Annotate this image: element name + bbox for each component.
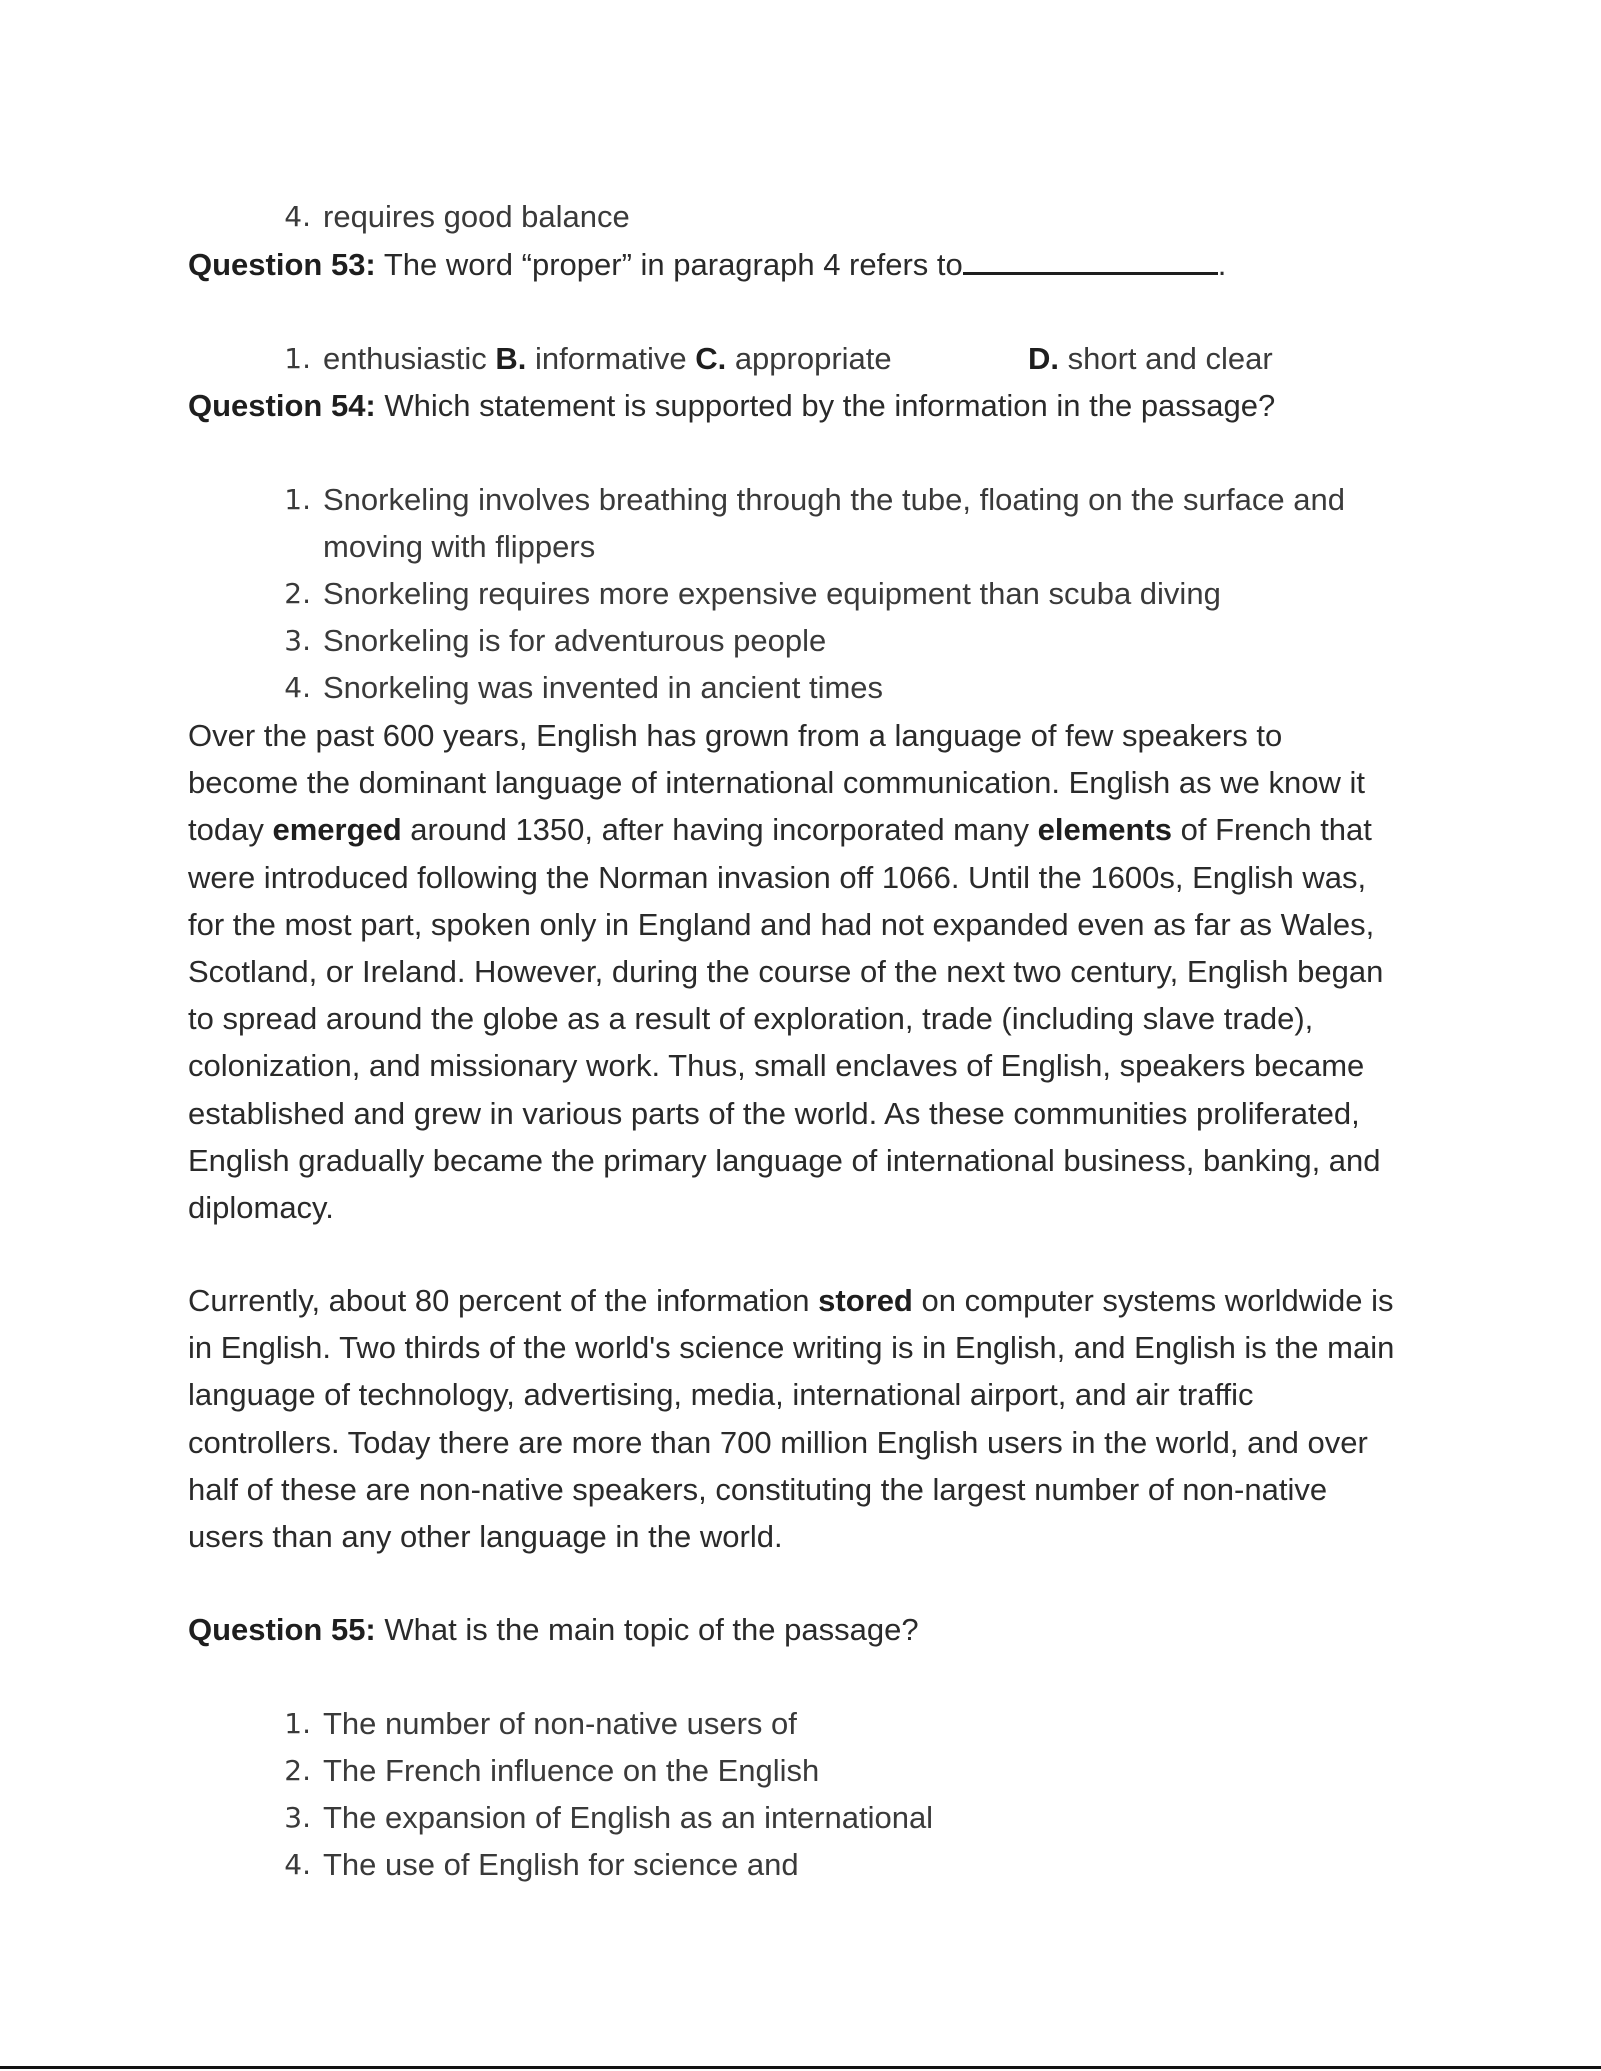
- passage-paragraph-1: [188, 712, 1448, 1231]
- option-c-text: appropriate: [726, 341, 892, 376]
- option-text: The French influence on the English: [323, 1753, 820, 1788]
- passage-line: English gradually became the primary language of international business, banking, and: [188, 1142, 1381, 1178]
- question-label: Question 53:: [188, 247, 376, 282]
- passage-line: diplomacy.: [188, 1190, 334, 1226]
- option-number: 1.: [284, 1707, 311, 1740]
- question-text: The word “proper” in paragraph 4 refers to: [375, 247, 963, 282]
- option-b-label: B.: [495, 341, 527, 376]
- option-number: 4.: [284, 200, 311, 233]
- option-text: Snorkeling was invented in ancient times: [323, 670, 884, 705]
- option-text: The number of non-native users of: [323, 1706, 797, 1741]
- question-53: [188, 241, 1226, 288]
- option-text: Snorkeling requires more expensive equipment than scuba diving: [323, 576, 1221, 611]
- option-number: 1.: [284, 483, 311, 516]
- passage-line: half of these are non-native speakers, constituting the largest number of non-native: [188, 1471, 1328, 1507]
- question-55: [188, 1606, 919, 1653]
- passage-line: for the most part, spoken only in England and had not expanded even as far as Wales,: [188, 906, 1375, 942]
- question-tail: .: [1217, 247, 1227, 282]
- text-run: today: [188, 812, 273, 848]
- text-run: on computer systems worldwide is: [912, 1283, 1394, 1318]
- question-label: Question 55:: [188, 1612, 376, 1647]
- emphasized-word: emerged: [272, 812, 402, 848]
- passage-line: to spread around the globe as a result of exploration, trade (including slave trade),: [188, 1001, 1314, 1037]
- passage-line: [188, 806, 1448, 853]
- option-number: 3.: [284, 624, 311, 657]
- option-number: 4.: [284, 671, 311, 704]
- option-text: Snorkeling is for adventurous people: [323, 623, 827, 658]
- text-run: around 1350, after having incorporated many: [401, 812, 1038, 848]
- text-run: of French that: [1172, 812, 1372, 848]
- passage-line: language of technology, advertising, media, international airport, and air traffic: [188, 1377, 1254, 1413]
- passage-line: in English. Two thirds of the world's science writing is in English, and English is the main: [188, 1330, 1395, 1366]
- option-number: 2.: [284, 577, 311, 610]
- passage-line: [188, 1277, 1448, 1324]
- question-label: Question 54:: [188, 388, 376, 423]
- question-text: Which statement is supported by the information in the passage?: [375, 388, 1276, 423]
- page-bottom-border: [0, 2066, 1601, 2069]
- option-text: requires good balance: [323, 199, 630, 234]
- option-number: 4.: [284, 1848, 311, 1881]
- option-b-text: informative: [526, 341, 687, 376]
- passage-line: established and grew in various parts of the world. As these communities proliferated,: [188, 1095, 1360, 1131]
- option-text-continued: moving with flippers: [323, 529, 596, 564]
- options-line: [323, 335, 892, 382]
- option-text: The use of English for science and: [323, 1847, 799, 1882]
- answer-blank: [963, 242, 1218, 275]
- text-run: Currently, about 80 percent of the information: [188, 1283, 819, 1318]
- passage-line: Scotland, or Ireland. However, during the course of the next two century, English began: [188, 954, 1384, 990]
- option-number: 2.: [284, 1754, 311, 1787]
- question-text: What is the main topic of the passage?: [375, 1612, 919, 1647]
- option-d-label: D.: [1028, 341, 1059, 376]
- option-a-text: enthusiastic: [323, 341, 487, 376]
- option-number: 3.: [284, 1801, 311, 1834]
- passage-line: Over the past 600 years, English has grown from a language of few speakers to: [188, 718, 1283, 753]
- emphasized-word: stored: [818, 1283, 913, 1318]
- option-d-text: short and clear: [1059, 341, 1273, 376]
- passage-paragraph-2: [188, 1277, 1448, 1560]
- passage-line: users than any other language in the world.: [188, 1519, 783, 1555]
- passage-line: controllers. Today there are more than 700 million English users in the world, and over: [188, 1424, 1368, 1460]
- passage-line: colonization, and missionary work. Thus, small enclaves of English, speakers became: [188, 1048, 1365, 1084]
- option-d: [1028, 335, 1273, 382]
- option-c-label: C.: [695, 341, 727, 376]
- option-text: Snorkeling involves breathing through the tube, floating on the surface and: [323, 482, 1345, 517]
- passage-line: were introduced following the Norman invasion off 1066. Until the 1600s, English was,: [188, 859, 1367, 895]
- option-text: The expansion of English as an international: [323, 1800, 934, 1835]
- question-54: [188, 382, 1275, 429]
- passage-line: become the dominant language of international communication. English as we know it: [188, 765, 1365, 801]
- option-number: 1.: [284, 342, 311, 375]
- emphasized-word: elements: [1037, 812, 1173, 848]
